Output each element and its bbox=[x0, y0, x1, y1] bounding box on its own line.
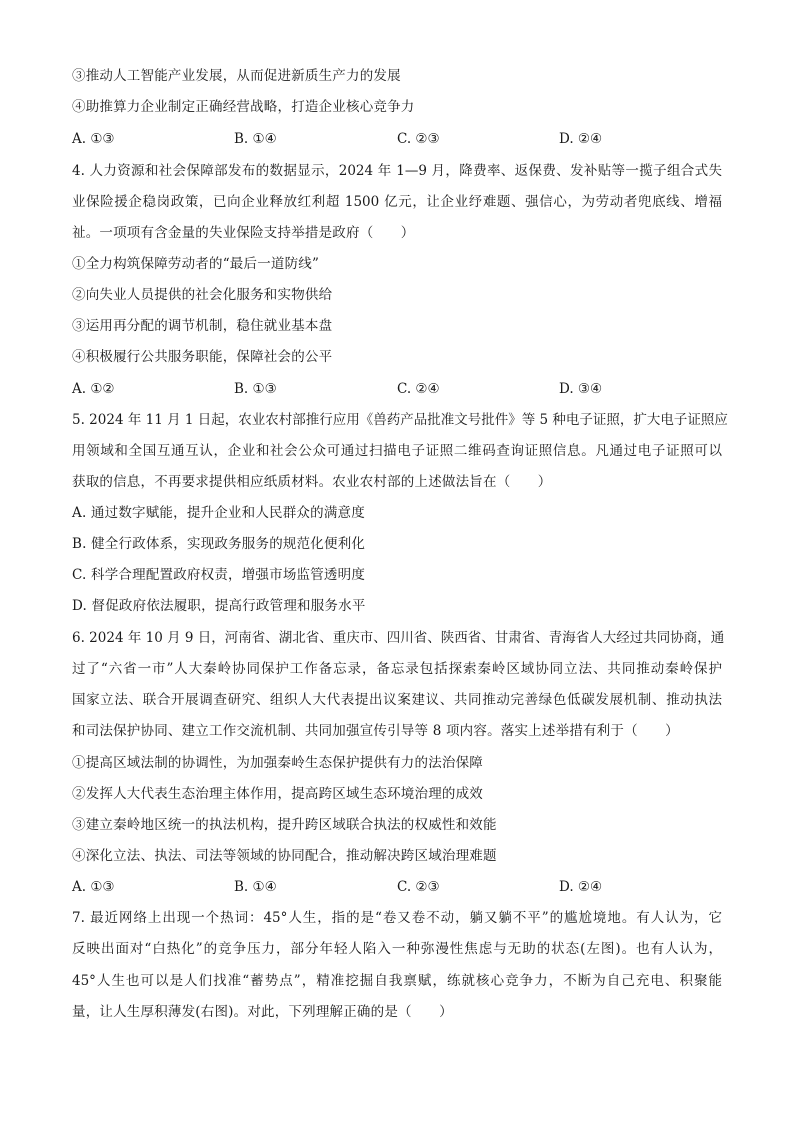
q3-item-3: ③推动人工智能产业发展，从而促进新质生产力的发展 bbox=[72, 68, 401, 84]
q6-item-2: ②发挥人大代表生态治理主体作用，提高跨区域生态环境治理的成效 bbox=[72, 786, 483, 802]
q6-item-3: ③建立秦岭地区统一的执法机构，提升跨区域联合执法的权威性和效能 bbox=[72, 817, 497, 833]
q4-option-a: A. ①② bbox=[72, 381, 115, 397]
q6-stem-line-3: 国家立法、联合开展调查研究、组织人大代表提出议案建议、共同推动完善绿色低碳发展机制、推动执法 bbox=[72, 692, 722, 708]
q4-item-3: ③运用再分配的调节机制，稳住就业基本盘 bbox=[72, 318, 333, 334]
q7-stem-line-3: 45°人生也可以是人们找准“蓄势点”，精准挖掘自我禀赋，练就核心竞争力，不断为自己充电、积聚能 bbox=[72, 973, 722, 989]
q4-stem-line-1: 4. 人力资源和社会保障部发布的数据显示，2024 年 1—9 月，降费率、返保费、发补贴等一揽子组合式失 bbox=[72, 163, 722, 179]
q5-stem-line-2: 用领域和全国互通互认，企业和社会公众可通过扫描电子证照二维码查询证照信息。凡通过电子证照可以 bbox=[72, 443, 722, 459]
q4-option-d: D. ③④ bbox=[559, 381, 603, 397]
q6-options bbox=[72, 877, 722, 897]
q3-item-4: ④助推算力企业制定正确经营战略，打造企业核心竞争力 bbox=[72, 99, 415, 115]
q6-item-1: ①提高区域法制的协调性，为加强秦岭生态保护提供有力的法治保障 bbox=[72, 755, 483, 771]
q4-item-2: ②向失业人员提供的社会化服务和实物供给 bbox=[72, 287, 333, 303]
q3-option-b: B. ①④ bbox=[234, 131, 277, 147]
q7-stem-line-2: 反映出面对“白热化”的竞争压力，部分年轻人陷入一种弥漫性焦虑与无助的状态(左图)。也有人认为， bbox=[72, 941, 722, 957]
q6-item-4: ④深化立法、执法、司法等领域的协同配合，推动解决跨区域治理难题 bbox=[72, 848, 497, 864]
q4-item-1: ①全力构筑保障劳动者的“最后一道防线” bbox=[72, 256, 320, 272]
q4-stem-line-3: 祉。一项项有含金量的失业保险支持举措是政府（ ） bbox=[72, 225, 415, 241]
q5-choice-d: D. 督促政府依法履职，提高行政管理和服务水平 bbox=[72, 598, 366, 614]
q6-option-a: A. ①③ bbox=[72, 879, 115, 895]
q6-stem-line-2: 过了“六省一市”人大秦岭协同保护工作备忘录，备忘录包括探索秦岭区域协同立法、共同推动秦岭保护 bbox=[72, 661, 722, 677]
q4-stem-line-2: 业保险援企稳岗政策，已向企业释放红利超 1500 亿元，让企业纾难题、强信心，为劳动者兜底线、增福 bbox=[72, 194, 722, 210]
q5-stem-line-3: 获取的信息，不再要求提供相应纸质材料。农业农村部的上述做法旨在（ ） bbox=[72, 474, 552, 490]
q6-option-d: D. ②④ bbox=[559, 879, 603, 895]
q5-choice-c: C. 科学合理配置政府权责，增强市场监管透明度 bbox=[72, 567, 366, 583]
q3-option-d: D. ②④ bbox=[559, 131, 603, 147]
q6-stem-line-1: 6. 2024 年 10 月 9 日，河南省、湖北省、重庆市、四川省、陕西省、甘肃省、青海省人大经过共同协商，通 bbox=[72, 630, 725, 646]
q4-options bbox=[72, 379, 722, 399]
q3-option-a: A. ①③ bbox=[72, 131, 115, 147]
q6-option-c: C. ②③ bbox=[397, 879, 440, 895]
q5-stem-line-1: 5. 2024 年 11 月 1 日起，农业农村部推行应用《兽药产品批准文号批件》等 5 种电子证照，扩大电子证照应 bbox=[72, 412, 728, 428]
q5-choice-b: B. 健全行政体系，实现政务服务的规范化便利化 bbox=[72, 536, 366, 552]
q7-stem-line-1: 7. 最近网络上出现一个热词：45°人生，指的是“卷又卷不动，躺又躺不平”的尴尬境地。有人认为，它 bbox=[72, 910, 722, 926]
q6-option-b: B. ①④ bbox=[234, 879, 277, 895]
q3-option-c: C. ②③ bbox=[397, 131, 440, 147]
q4-option-c: C. ②④ bbox=[397, 381, 440, 397]
q7-stem-line-4: 量，让人生厚积薄发(右图)。对此，下列理解正确的是（ ） bbox=[72, 1004, 453, 1020]
q4-option-b: B. ①③ bbox=[234, 381, 277, 397]
q5-choice-a: A. 通过数字赋能，提升企业和人民群众的满意度 bbox=[72, 505, 365, 521]
q3-options bbox=[72, 129, 722, 149]
q4-item-4: ④积极履行公共服务职能，保障社会的公平 bbox=[72, 349, 333, 365]
q6-stem-line-4: 和司法保护协同、建立工作交流机制、共同加强宣传引导等 8 项内容。落实上述举措有利于（ ） bbox=[72, 723, 679, 739]
